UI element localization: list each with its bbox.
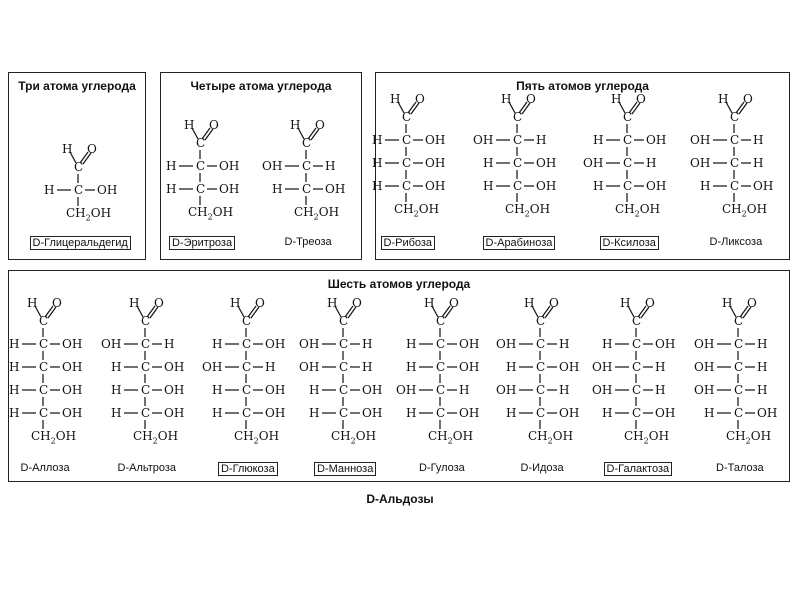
panel-title: Пять атомов углерода bbox=[516, 79, 649, 93]
hydrogen-atom: H bbox=[704, 406, 715, 420]
hydrogen-atom: H bbox=[757, 360, 768, 374]
carbon-atom: C bbox=[536, 406, 546, 420]
hydrogen-atom: H bbox=[602, 337, 613, 351]
hydrogen-atom: H bbox=[483, 179, 494, 193]
carbon-atom: C bbox=[141, 337, 151, 351]
carbon-atom: C bbox=[39, 360, 49, 374]
carbon-atom: C bbox=[623, 156, 633, 170]
carbon-atom: C bbox=[436, 383, 446, 397]
hydroxyl-group: OH bbox=[690, 133, 711, 147]
hydrogen-atom: H bbox=[602, 406, 613, 420]
oxygen-atom: O bbox=[352, 296, 362, 310]
hydroxymethyl-group: $CH_2OH$ bbox=[394, 202, 440, 219]
hydrogen-atom: H bbox=[164, 337, 175, 351]
carbon-atom: C bbox=[536, 337, 546, 351]
carbon-atom: C bbox=[734, 406, 744, 420]
oxygen-atom: O bbox=[255, 296, 265, 310]
carbon-atom: C bbox=[141, 314, 151, 328]
hydroxyl-group: OH bbox=[690, 156, 711, 170]
hydrogen-atom: H bbox=[524, 296, 535, 310]
hydrogen-atom: H bbox=[406, 360, 417, 374]
hydroxyl-group: OH bbox=[62, 337, 83, 351]
carbon-atom: C bbox=[242, 337, 252, 351]
oxygen-atom: O bbox=[549, 296, 559, 310]
hydroxymethyl-group: $CH_2OH$ bbox=[615, 202, 661, 219]
hydrogen-atom: H bbox=[325, 159, 336, 173]
hydroxyl-group: OH bbox=[396, 383, 417, 397]
hydroxyl-group: OH bbox=[592, 360, 613, 374]
sugar-name: D-Гулоза bbox=[419, 462, 465, 474]
hydroxyl-group: OH bbox=[97, 183, 118, 197]
sugar-name: D-Эритроза bbox=[169, 236, 235, 250]
hydroxymethyl-group: $CH_2OH$ bbox=[331, 429, 377, 446]
sugar-name: D-Ксилоза bbox=[600, 236, 659, 250]
carbon-atom: C bbox=[623, 179, 633, 193]
hydroxyl-group: OH bbox=[559, 360, 580, 374]
carbon-atom: C bbox=[141, 406, 151, 420]
hydrogen-atom: H bbox=[309, 406, 320, 420]
hydrogen-atom: H bbox=[362, 337, 373, 351]
hydroxyl-group: OH bbox=[265, 406, 286, 420]
hydroxymethyl-group: $CH_2OH$ bbox=[133, 429, 179, 446]
sugar-name: D-Альтроза bbox=[117, 462, 177, 474]
hydroxymethyl-group: $CH_2OH$ bbox=[428, 429, 474, 446]
hydrogen-atom: H bbox=[501, 92, 512, 106]
carbon-atom: C bbox=[632, 406, 642, 420]
sugar-name: D-Треоза bbox=[284, 236, 332, 248]
hydroxymethyl-group: $CH_2OH$ bbox=[234, 429, 280, 446]
hydroxyl-group: OH bbox=[262, 159, 283, 173]
hydrogen-atom: H bbox=[9, 406, 20, 420]
hydrogen-atom: H bbox=[362, 360, 373, 374]
hydrogen-atom: H bbox=[111, 360, 122, 374]
carbon-atom: C bbox=[436, 337, 446, 351]
hydrogen-atom: H bbox=[620, 296, 631, 310]
carbon-atom: C bbox=[436, 406, 446, 420]
hydroxyl-group: OH bbox=[62, 406, 83, 420]
hydroxyl-group: OH bbox=[592, 383, 613, 397]
oxygen-atom: O bbox=[526, 92, 536, 106]
hydroxyl-group: OH bbox=[299, 337, 320, 351]
carbon-atom: C bbox=[74, 160, 84, 174]
carbon-atom: C bbox=[734, 383, 744, 397]
carbon-atom: C bbox=[734, 360, 744, 374]
hydroxymethyl-group: $CH_2OH$ bbox=[624, 429, 670, 446]
carbon-atom: C bbox=[196, 159, 206, 173]
carbon-atom: C bbox=[513, 133, 523, 147]
hydrogen-atom: H bbox=[327, 296, 338, 310]
carbon-atom: C bbox=[242, 406, 252, 420]
carbon-atom: C bbox=[730, 110, 740, 124]
hydrogen-atom: H bbox=[184, 118, 195, 132]
carbon-atom: C bbox=[632, 337, 642, 351]
carbon-atom: C bbox=[141, 360, 151, 374]
hydroxyl-group: OH bbox=[496, 337, 517, 351]
hydroxyl-group: OH bbox=[62, 383, 83, 397]
carbon-atom: C bbox=[536, 314, 546, 328]
carbon-atom: C bbox=[623, 110, 633, 124]
hydroxyl-group: OH bbox=[219, 182, 240, 196]
hydrogen-atom: H bbox=[406, 337, 417, 351]
hydroxyl-group: OH bbox=[219, 159, 240, 173]
sugar-name: D-Талоза bbox=[716, 462, 764, 474]
carbon-atom: C bbox=[39, 337, 49, 351]
carbon-atom: C bbox=[39, 383, 49, 397]
hydrogen-atom: H bbox=[230, 296, 241, 310]
hydrogen-atom: H bbox=[62, 142, 73, 156]
hydrogen-atom: H bbox=[212, 383, 223, 397]
carbon-atom: C bbox=[730, 156, 740, 170]
panel-title: Шесть атомов углерода bbox=[327, 277, 471, 291]
hydrogen-atom: H bbox=[290, 118, 301, 132]
hydroxyl-group: OH bbox=[496, 383, 517, 397]
hydroxyl-group: OH bbox=[655, 406, 676, 420]
oxygen-atom: O bbox=[636, 92, 646, 106]
hydroxyl-group: OH bbox=[694, 383, 715, 397]
carbon-atom: C bbox=[339, 314, 349, 328]
carbon-atom: C bbox=[436, 314, 446, 328]
hydroxyl-group: OH bbox=[202, 360, 223, 374]
carbon-atom: C bbox=[623, 133, 633, 147]
carbon-atom: C bbox=[513, 156, 523, 170]
hydrogen-atom: H bbox=[129, 296, 140, 310]
oxygen-atom: O bbox=[209, 118, 219, 132]
hydroxyl-group: OH bbox=[694, 360, 715, 374]
hydrogen-atom: H bbox=[44, 183, 55, 197]
carbon-atom: C bbox=[632, 360, 642, 374]
hydrogen-atom: H bbox=[655, 383, 666, 397]
hydroxymethyl-group: $CH_2OH$ bbox=[188, 205, 234, 222]
panel-title: Три атома углерода bbox=[18, 79, 136, 93]
hydrogen-atom: H bbox=[506, 360, 517, 374]
hydrogen-atom: H bbox=[166, 182, 177, 196]
carbon-atom: C bbox=[74, 183, 84, 197]
hydroxyl-group: OH bbox=[362, 383, 383, 397]
hydroxyl-group: OH bbox=[101, 337, 122, 351]
hydroxyl-group: OH bbox=[425, 133, 446, 147]
hydroxyl-group: OH bbox=[459, 360, 480, 374]
carbon-atom: C bbox=[339, 383, 349, 397]
hydroxymethyl-group: $CH_2OH$ bbox=[505, 202, 551, 219]
hydrogen-atom: H bbox=[265, 360, 276, 374]
oxygen-atom: O bbox=[315, 118, 325, 132]
hydrogen-atom: H bbox=[390, 92, 401, 106]
hydrogen-atom: H bbox=[372, 179, 383, 193]
oxygen-atom: O bbox=[743, 92, 753, 106]
hydroxyl-group: OH bbox=[164, 406, 185, 420]
hydroxyl-group: OH bbox=[299, 360, 320, 374]
hydroxyl-group: OH bbox=[646, 179, 667, 193]
carbon-atom: C bbox=[730, 179, 740, 193]
sugar-name: D-Идоза bbox=[520, 462, 564, 474]
oxygen-atom: O bbox=[415, 92, 425, 106]
hydroxyl-group: OH bbox=[459, 406, 480, 420]
carbon-atom: C bbox=[536, 360, 546, 374]
oxygen-atom: O bbox=[645, 296, 655, 310]
sugar-name: D-Глицеральдегид bbox=[30, 236, 131, 250]
hydroxyl-group: OH bbox=[536, 179, 557, 193]
hydroxyl-group: OH bbox=[694, 337, 715, 351]
hydroxymethyl-group: $CH_2OH$ bbox=[66, 206, 112, 223]
hydrogen-atom: H bbox=[506, 406, 517, 420]
hydrogen-atom: H bbox=[593, 179, 604, 193]
hydrogen-atom: H bbox=[111, 383, 122, 397]
hydrogen-atom: H bbox=[559, 383, 570, 397]
hydroxyl-group: OH bbox=[164, 360, 185, 374]
carbon-atom: C bbox=[536, 383, 546, 397]
hydrogen-atom: H bbox=[718, 92, 729, 106]
carbon-atom: C bbox=[513, 179, 523, 193]
hydrogen-atom: H bbox=[646, 156, 657, 170]
hydroxyl-group: OH bbox=[655, 337, 676, 351]
hydroxyl-group: OH bbox=[62, 360, 83, 374]
hydroxymethyl-group: $CH_2OH$ bbox=[726, 429, 772, 446]
hydrogen-atom: H bbox=[753, 133, 764, 147]
carbon-atom: C bbox=[402, 110, 412, 124]
hydroxymethyl-group: $CH_2OH$ bbox=[722, 202, 768, 219]
hydrogen-atom: H bbox=[372, 133, 383, 147]
carbon-atom: C bbox=[339, 360, 349, 374]
carbon-atom: C bbox=[242, 314, 252, 328]
oxygen-atom: O bbox=[449, 296, 459, 310]
sugar-name: D-Арабиноза bbox=[483, 236, 556, 250]
hydrogen-atom: H bbox=[536, 133, 547, 147]
carbon-atom: C bbox=[242, 383, 252, 397]
hydroxyl-group: OH bbox=[536, 156, 557, 170]
hydrogen-atom: H bbox=[559, 337, 570, 351]
hydroxyl-group: OH bbox=[164, 383, 185, 397]
hydrogen-atom: H bbox=[9, 337, 20, 351]
carbon-atom: C bbox=[339, 406, 349, 420]
carbon-atom: C bbox=[513, 110, 523, 124]
hydroxymethyl-group: $CH_2OH$ bbox=[294, 205, 340, 222]
sugar-name: D-Аллоза bbox=[20, 462, 70, 474]
hydrogen-atom: H bbox=[9, 383, 20, 397]
hydroxyl-group: OH bbox=[425, 156, 446, 170]
carbon-atom: C bbox=[402, 179, 412, 193]
hydroxyl-group: OH bbox=[473, 133, 494, 147]
hydrogen-atom: H bbox=[272, 182, 283, 196]
carbon-atom: C bbox=[302, 159, 312, 173]
hydrogen-atom: H bbox=[483, 156, 494, 170]
carbon-atom: C bbox=[402, 133, 412, 147]
carbon-atom: C bbox=[730, 133, 740, 147]
oxygen-atom: O bbox=[87, 142, 97, 156]
hydrogen-atom: H bbox=[309, 383, 320, 397]
sugar-name: D-Глюкоза bbox=[218, 462, 278, 476]
hydrogen-atom: H bbox=[611, 92, 622, 106]
hydrogen-atom: H bbox=[406, 406, 417, 420]
hydrogen-atom: H bbox=[753, 156, 764, 170]
carbon-atom: C bbox=[632, 314, 642, 328]
carbon-atom: C bbox=[339, 337, 349, 351]
carbon-atom: C bbox=[39, 314, 49, 328]
hydrogen-atom: H bbox=[424, 296, 435, 310]
hydrogen-atom: H bbox=[212, 337, 223, 351]
oxygen-atom: O bbox=[52, 296, 62, 310]
hydrogen-atom: H bbox=[757, 383, 768, 397]
carbon-atom: C bbox=[196, 136, 206, 150]
diagram-caption: D-Альдозы bbox=[366, 492, 434, 506]
sugar-name: D-Рибоза bbox=[381, 236, 436, 250]
sugar-name: D-Галактоза bbox=[604, 462, 673, 476]
hydrogen-atom: H bbox=[722, 296, 733, 310]
carbon-atom: C bbox=[632, 383, 642, 397]
hydrogen-atom: H bbox=[166, 159, 177, 173]
hydrogen-atom: H bbox=[459, 383, 470, 397]
hydrogen-atom: H bbox=[9, 360, 20, 374]
hydroxyl-group: OH bbox=[583, 156, 604, 170]
hydroxyl-group: OH bbox=[265, 383, 286, 397]
hydroxyl-group: OH bbox=[425, 179, 446, 193]
hydroxyl-group: OH bbox=[459, 337, 480, 351]
hydroxyl-group: OH bbox=[559, 406, 580, 420]
hydroxyl-group: OH bbox=[325, 182, 346, 196]
sugar-name: D-Манноза bbox=[314, 462, 376, 476]
hydrogen-atom: H bbox=[212, 406, 223, 420]
carbon-atom: C bbox=[242, 360, 252, 374]
hydrogen-atom: H bbox=[757, 337, 768, 351]
carbon-atom: C bbox=[734, 337, 744, 351]
carbon-atom: C bbox=[196, 182, 206, 196]
hydrogen-atom: H bbox=[372, 156, 383, 170]
hydroxyl-group: OH bbox=[757, 406, 778, 420]
oxygen-atom: O bbox=[154, 296, 164, 310]
carbon-atom: C bbox=[302, 182, 312, 196]
hydroxyl-group: OH bbox=[753, 179, 774, 193]
hydrogen-atom: H bbox=[27, 296, 38, 310]
hydroxyl-group: OH bbox=[265, 337, 286, 351]
carbon-atom: C bbox=[302, 136, 312, 150]
hydroxymethyl-group: $CH_2OH$ bbox=[528, 429, 574, 446]
hydrogen-atom: H bbox=[111, 406, 122, 420]
hydroxyl-group: OH bbox=[362, 406, 383, 420]
carbon-atom: C bbox=[402, 156, 412, 170]
panel-title: Четыре атома углерода bbox=[190, 79, 332, 93]
hydrogen-atom: H bbox=[700, 179, 711, 193]
hydroxyl-group: OH bbox=[646, 133, 667, 147]
hydrogen-atom: H bbox=[655, 360, 666, 374]
carbon-atom: C bbox=[436, 360, 446, 374]
sugar-name: D-Ликсоза bbox=[709, 236, 763, 248]
carbon-atom: C bbox=[39, 406, 49, 420]
oxygen-atom: O bbox=[747, 296, 757, 310]
carbon-atom: C bbox=[141, 383, 151, 397]
carbon-atom: C bbox=[734, 314, 744, 328]
hydroxymethyl-group: $CH_2OH$ bbox=[31, 429, 77, 446]
hydrogen-atom: H bbox=[593, 133, 604, 147]
